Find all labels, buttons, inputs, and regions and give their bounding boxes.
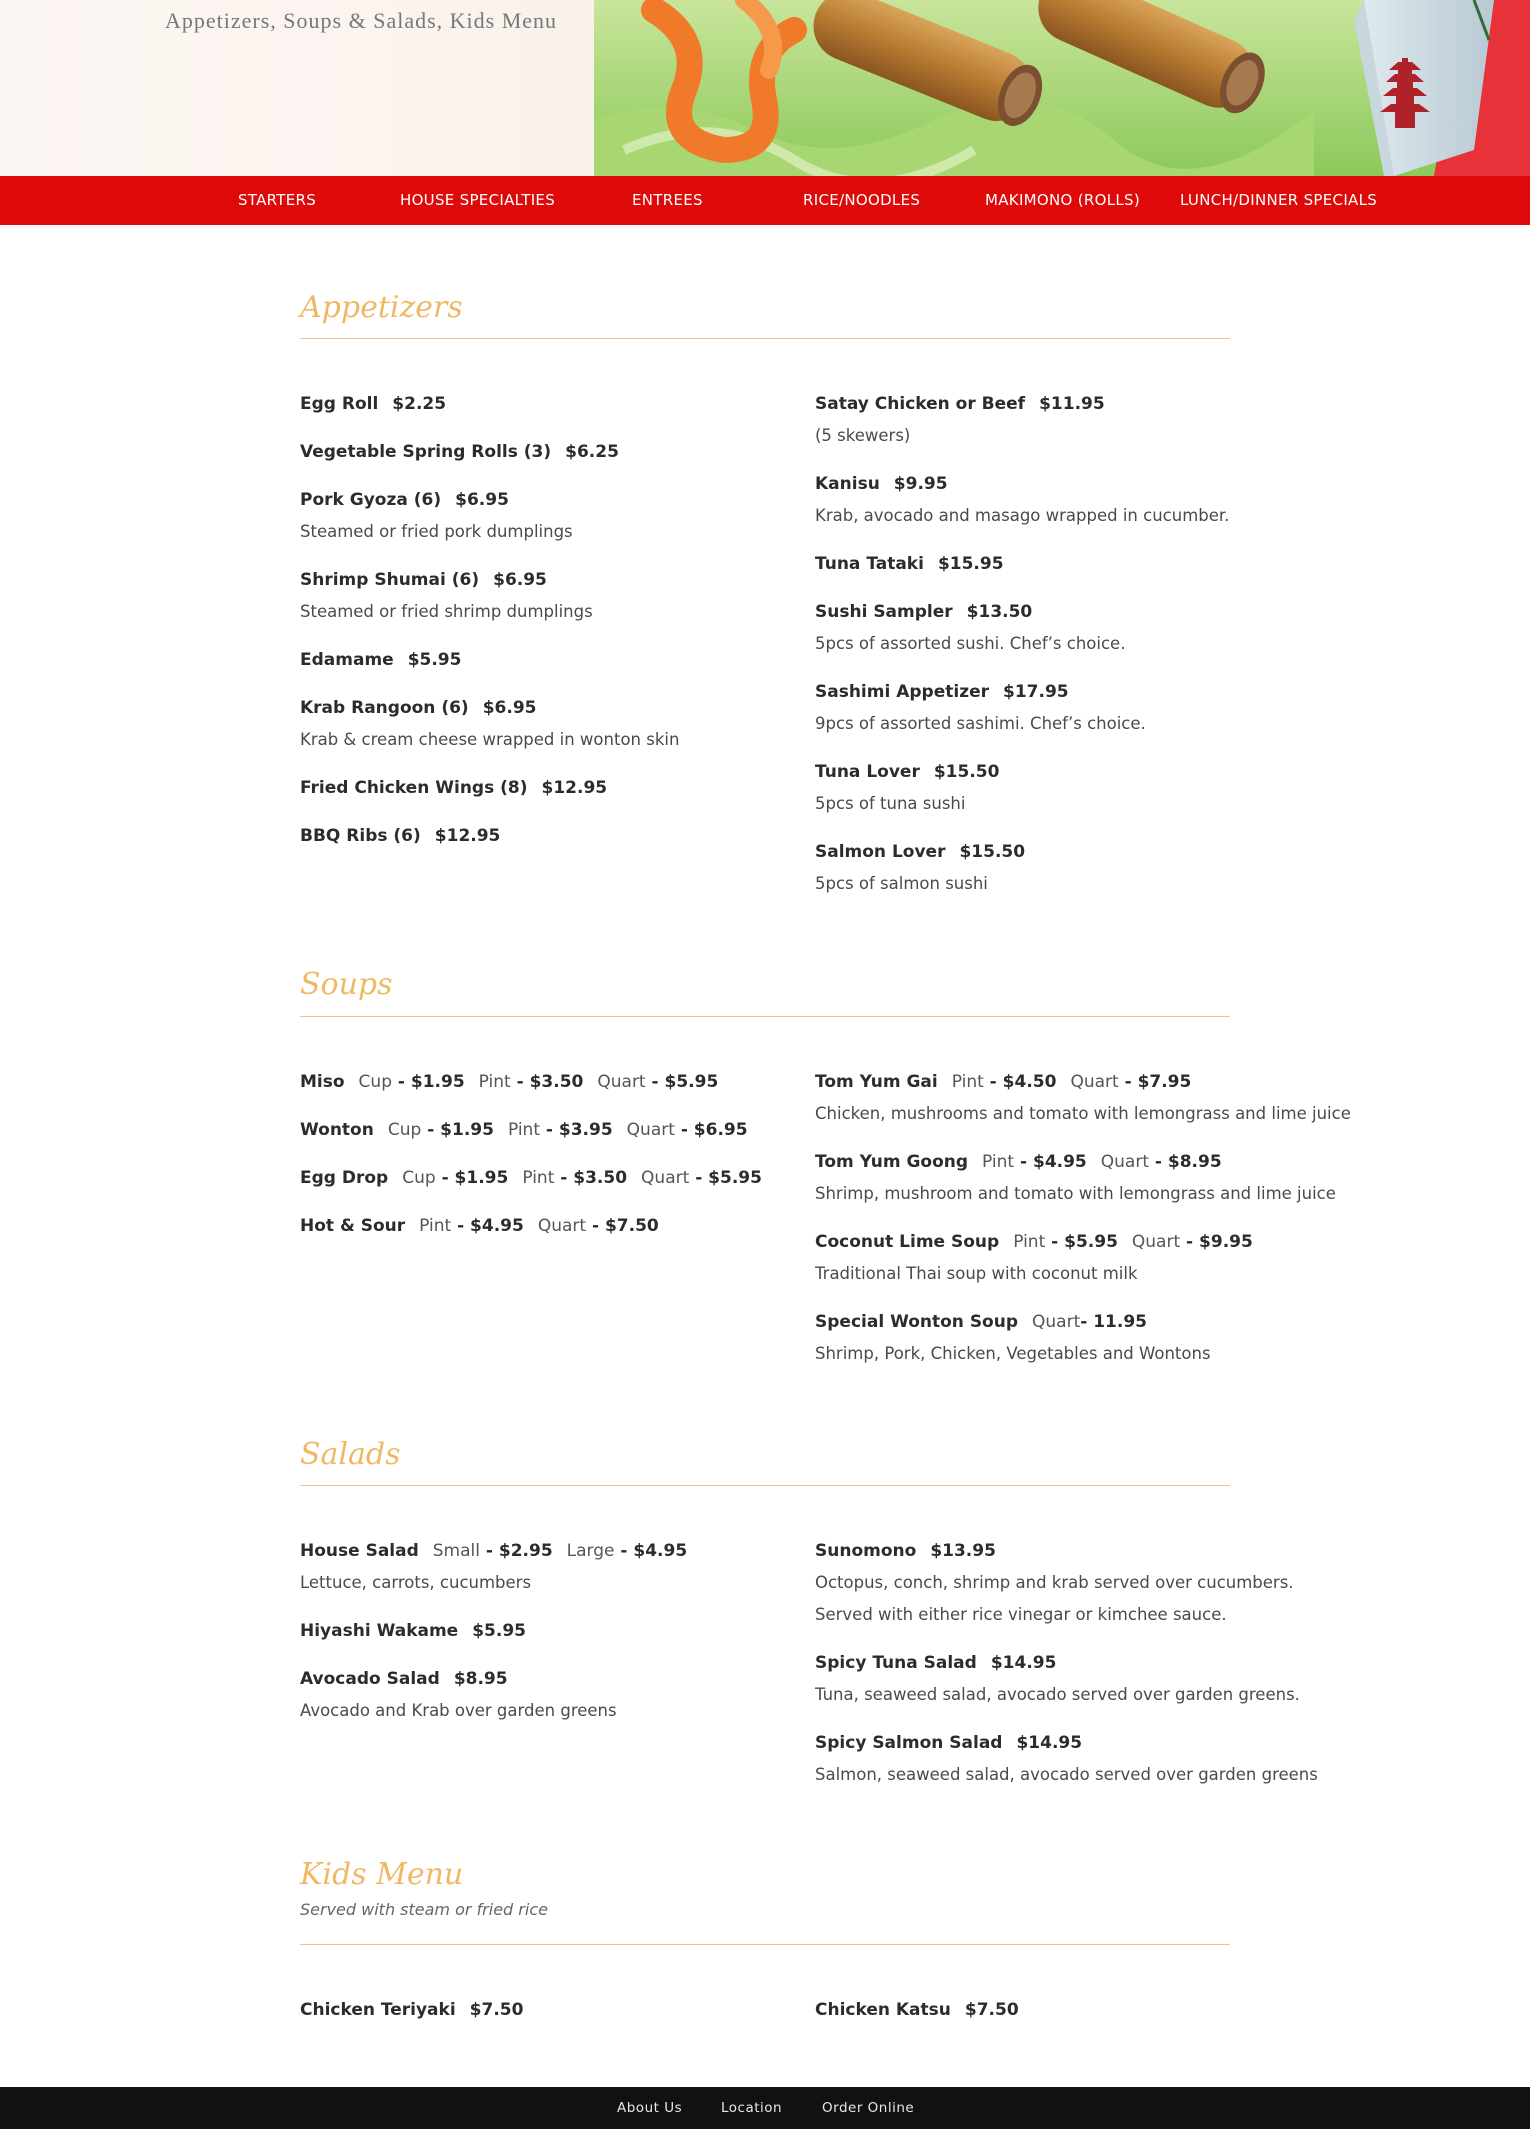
item-description: Shrimp, mushroom and tomato with lemongrass and lime juice (815, 1184, 1336, 1203)
menu-item (300, 1615, 800, 1647)
item-name: Edamame (300, 650, 394, 670)
item-price: $12.95 (541, 778, 608, 798)
size-price: - $1.95 (435, 1168, 509, 1188)
size-price: - 11.95 (1080, 1312, 1147, 1332)
item-name: Egg Drop (300, 1168, 389, 1188)
size-price: - $3.50 (510, 1072, 584, 1092)
menu-item (815, 1647, 1315, 1711)
size-label: Quart (537, 1216, 587, 1236)
section-title-soups: Soups (300, 967, 393, 1002)
item-name: Vegetable Spring Rolls (3) (300, 442, 552, 462)
menu-item (815, 1146, 1336, 1210)
footer (0, 2087, 1530, 2129)
item-name: Hiyashi Wakame (300, 1621, 459, 1641)
size-label: Pint (478, 1072, 511, 1092)
menu-item (815, 548, 1315, 580)
item-price: $15.50 (933, 762, 1000, 782)
size-price: - $6.95 (674, 1120, 748, 1140)
item-name: Kanisu (815, 474, 880, 494)
size-label: Quart (641, 1168, 690, 1188)
item-description: Lettuce, carrots, cucumbers (300, 1573, 532, 1592)
item-price: $6.95 (482, 698, 537, 718)
item-price: $11.95 (1039, 394, 1105, 414)
nav-item-house-specialties[interactable]: HOUSE SPECIALTIES (400, 191, 556, 209)
size-price: - $5.95 (1045, 1232, 1118, 1252)
footer-link-about-us[interactable]: About Us (617, 2100, 683, 2116)
item-price: $2.25 (392, 394, 447, 414)
section-title-appetizers: Appetizers (300, 290, 463, 325)
menu-item (300, 692, 800, 756)
menu-item (300, 1114, 800, 1146)
menu-item (815, 468, 1315, 532)
item-name: Miso (300, 1072, 345, 1092)
item-price: $14.95 (990, 1653, 1057, 1673)
item-price: $8.95 (453, 1669, 508, 1689)
item-description: Krab & cream cheese wrapped in wonton skin (300, 730, 680, 749)
section-subtitle-kids-menu: Served with steam or fried rice (300, 1900, 548, 1919)
item-name: Salmon Lover (815, 842, 946, 862)
size-price: - $7.95 (1118, 1072, 1192, 1092)
item-description: Krab, avocado and masago wrapped in cucumber. (815, 506, 1230, 525)
nav-item-entrees[interactable]: ENTREES (632, 191, 703, 209)
size-label: Pint (507, 1120, 540, 1140)
size-label: Cup (402, 1168, 436, 1188)
size-price: - $9.95 (1180, 1232, 1253, 1252)
item-description: Tuna, seaweed salad, avocado served over garden greens. (815, 1685, 1300, 1704)
size-label: Quart (1070, 1072, 1119, 1092)
item-description: Salmon, seaweed salad, avocado served over garden greens (815, 1765, 1318, 1784)
footer-link-location[interactable]: Location (721, 2100, 783, 2116)
salads-left-column (300, 1535, 800, 1743)
item-price: $15.50 (959, 842, 1026, 862)
item-name: Spicy Salmon Salad (815, 1733, 1003, 1753)
item-price: $14.95 (1016, 1733, 1083, 1753)
nav-item-starters[interactable]: STARTERS (238, 191, 317, 209)
item-price: $6.95 (455, 490, 509, 510)
size-label: Cup (358, 1072, 392, 1092)
menu-item (300, 1994, 800, 2026)
egg-rolls-carrot-takeout-box-image (594, 0, 1530, 176)
item-name: House Salad (300, 1541, 419, 1561)
menu-item (815, 596, 1315, 660)
size-price: - $5.95 (689, 1168, 762, 1188)
soups-left-column (300, 1066, 800, 1258)
size-price: - $7.50 (586, 1216, 659, 1236)
kids-right-column (815, 1994, 1315, 2042)
item-description: Octopus, conch, shrimp and krab served over cucumbers. Served with either rice vinegar or kimchee sauce. (815, 1573, 1294, 1624)
menu-item (815, 388, 1315, 452)
section-title-kids-menu: Kids Menu (300, 1857, 464, 1892)
item-price: $5.95 (472, 1621, 526, 1641)
item-name: Tuna Lover (815, 762, 920, 782)
item-price: $6.95 (493, 570, 547, 590)
main-nav (0, 176, 1530, 225)
size-label: Quart (626, 1120, 675, 1140)
size-label: Pint (419, 1216, 452, 1236)
item-name: Egg Roll (300, 394, 379, 414)
menu-item (300, 820, 800, 852)
item-description: Steamed or fried pork dumplings (300, 522, 573, 541)
menu-item (815, 1226, 1315, 1290)
salads-right-column (815, 1535, 1318, 1807)
item-description: 9pcs of assorted sashimi. Chef’s choice. (815, 714, 1146, 733)
size-label: Quart (1100, 1152, 1149, 1172)
section-divider (300, 1485, 1230, 1486)
menu-item (815, 756, 1315, 820)
appetizers-left-column (300, 388, 800, 868)
item-name: Tuna Tataki (815, 554, 924, 574)
nav-item-rice-noodles[interactable]: RICE/NOODLES (803, 191, 921, 209)
size-label: Quart (597, 1072, 646, 1092)
item-name: Pork Gyoza (6) (300, 490, 442, 510)
size-label: Large (566, 1541, 615, 1561)
item-name: Sunomono (815, 1541, 917, 1561)
item-name: Special Wonton Soup (815, 1312, 1019, 1332)
size-price: - $1.95 (391, 1072, 465, 1092)
size-label: Pint (1013, 1232, 1046, 1252)
item-name: Krab Rangoon (6) (300, 698, 469, 718)
size-price: - $4.95 (451, 1216, 524, 1236)
size-price: - $3.95 (540, 1120, 613, 1140)
nav-item-makimono-rolls[interactable]: MAKIMONO (ROLLS) (985, 191, 1140, 209)
size-label: Pint (982, 1152, 1015, 1172)
hero-subtitle: Appetizers, Soups & Salads, Kids Menu (165, 8, 558, 33)
item-description: 5pcs of tuna sushi (815, 794, 966, 813)
item-name: Sushi Sampler (815, 602, 953, 622)
item-name: Avocado Salad (300, 1669, 440, 1689)
size-price: - $4.95 (614, 1541, 688, 1561)
item-price: $13.50 (966, 602, 1033, 622)
size-price: - $3.50 (554, 1168, 628, 1188)
item-price: $13.95 (930, 1541, 996, 1561)
appetizers-right-column (815, 388, 1315, 916)
item-name: Satay Chicken or Beef (815, 394, 1026, 414)
soups-right-column (815, 1066, 1351, 1386)
size-label: Pint (951, 1072, 984, 1092)
menu-item (815, 1066, 1351, 1130)
size-price: - $4.50 (983, 1072, 1057, 1092)
item-price: $12.95 (434, 826, 501, 846)
menu-item (300, 388, 800, 420)
item-description: Steamed or fried shrimp dumplings (300, 602, 593, 621)
size-price: - $2.95 (479, 1541, 553, 1561)
item-name: Hot & Sour (300, 1216, 406, 1236)
menu-item (300, 436, 800, 468)
size-label: Pint (522, 1168, 555, 1188)
item-description: 5pcs of assorted sushi. Chef’s choice. (815, 634, 1126, 653)
menu-item (300, 1210, 800, 1242)
item-price: $5.95 (407, 650, 462, 670)
menu-item (815, 1535, 1315, 1631)
item-price: $9.95 (893, 474, 948, 494)
item-name: Shrimp Shumai (6) (300, 570, 480, 590)
item-price: $7.50 (964, 2000, 1019, 2020)
size-label: Cup (387, 1120, 422, 1140)
item-name: Chicken Katsu (815, 2000, 951, 2020)
nav-item-lunch-dinner-specials[interactable]: LUNCH/DINNER SPECIALS (1180, 191, 1378, 209)
item-name: Chicken Teriyaki (300, 2000, 456, 2020)
section-divider (300, 1016, 1230, 1017)
section-divider (300, 338, 1230, 339)
menu-item (815, 836, 1315, 900)
size-price: - $8.95 (1149, 1152, 1222, 1172)
item-name: Spicy Tuna Salad (815, 1653, 977, 1673)
footer-link-order-online[interactable]: Order Online (822, 2100, 915, 2116)
menu-item (300, 484, 800, 548)
section-title-salads: Salads (300, 1437, 401, 1472)
menu-item (300, 1162, 800, 1194)
item-name: Wonton (300, 1120, 374, 1140)
section-divider (300, 1944, 1230, 1945)
size-label: Quart (1032, 1312, 1081, 1332)
menu-item (300, 1663, 800, 1727)
menu-item (300, 772, 800, 804)
item-price: $15.95 (937, 554, 1004, 574)
menu-item (815, 676, 1315, 740)
item-description: (5 skewers) (815, 426, 911, 445)
item-name: Sashimi Appetizer (815, 682, 990, 702)
item-price: $6.25 (565, 442, 619, 462)
item-name: Tom Yum Gai (815, 1072, 938, 1092)
item-description: Avocado and Krab over garden greens (300, 1701, 617, 1720)
item-name: Fried Chicken Wings (8) (300, 778, 528, 798)
item-description: Traditional Thai soup with coconut milk (815, 1264, 1138, 1283)
menu-item (815, 1994, 1315, 2026)
item-name: BBQ Ribs (6) (300, 826, 421, 846)
item-price: $17.95 (1003, 682, 1069, 702)
size-price: - $1.95 (421, 1120, 494, 1140)
kids-left-column (300, 1994, 800, 2042)
menu-item (300, 644, 800, 676)
menu-item (300, 1066, 800, 1098)
item-name: Coconut Lime Soup (815, 1232, 1000, 1252)
hero-banner (0, 0, 1530, 176)
item-name: Tom Yum Goong (815, 1152, 969, 1172)
item-description: Shrimp, Pork, Chicken, Vegetables and Wontons (815, 1344, 1211, 1363)
item-price: $7.50 (469, 2000, 524, 2020)
menu-item (300, 1535, 800, 1599)
size-label: Small (432, 1541, 480, 1561)
size-label: Quart (1131, 1232, 1181, 1252)
size-price: - $5.95 (645, 1072, 719, 1092)
menu-item (815, 1306, 1315, 1370)
menu-item (815, 1727, 1318, 1791)
size-price: - $4.95 (1014, 1152, 1087, 1172)
menu-item (300, 564, 800, 628)
item-description: Chicken, mushrooms and tomato with lemongrass and lime juice (815, 1104, 1351, 1123)
item-description: 5pcs of salmon sushi (815, 874, 988, 893)
